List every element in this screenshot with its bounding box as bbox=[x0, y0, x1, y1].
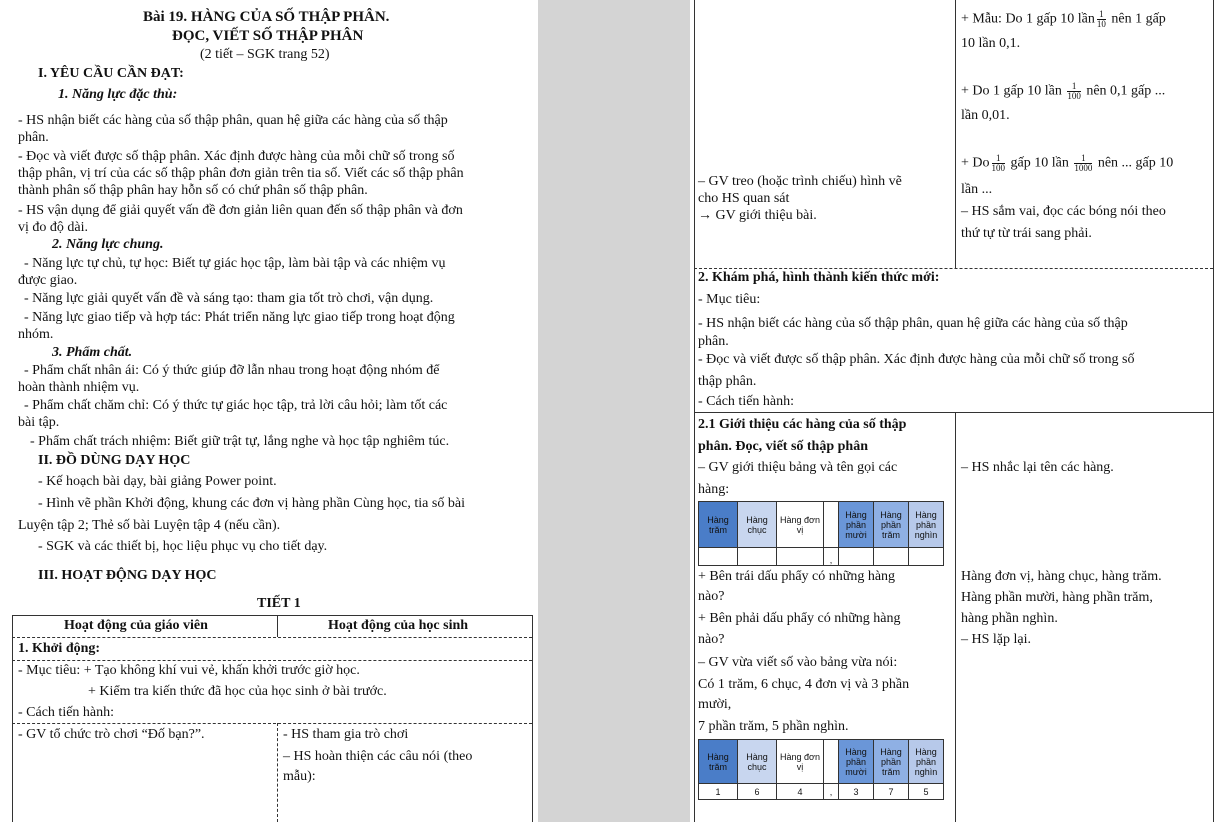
para: lần 0,01. bbox=[961, 108, 1010, 123]
header-tens: Hàng chục bbox=[738, 502, 777, 548]
digit-cell: 3 bbox=[839, 784, 874, 800]
sub-qualities: 3. Phẩm chất. bbox=[52, 345, 133, 360]
para: - Mục tiêu: bbox=[698, 292, 761, 307]
para: hàng phần nghìn. bbox=[961, 611, 1058, 626]
para: - Phẩm chất trách nhiệm: Biết giữ trật tự, lắng nghe và học tập nghiêm túc. bbox=[30, 434, 450, 449]
para: - HS vận dụng để giải quyết vấn đề đơn giản liên quan đến số thập phân và đơn bbox=[18, 203, 463, 218]
para: – GV vừa viết số vào bảng vừa nói: bbox=[698, 655, 898, 670]
para: - Năng lực tự chủ, tự học: Biết tự giác học tập, làm bài tập và các nhiệm vụ bbox=[24, 256, 446, 271]
para: phân. bbox=[18, 130, 49, 145]
para: phân. bbox=[698, 334, 729, 349]
para: + Bên phải dấu phẩy có những hàng bbox=[698, 611, 901, 626]
digit-cell: 5 bbox=[909, 784, 944, 800]
lesson-title: Bài 19. HÀNG CỦA SỐ THẬP PHÂN. bbox=[143, 9, 390, 25]
fraction: $\frac{1}{100}$ bbox=[991, 153, 1006, 173]
para: mẫu): bbox=[283, 769, 316, 784]
page-gutter bbox=[538, 0, 690, 822]
para: được giao. bbox=[18, 273, 78, 288]
place-value-table bbox=[698, 501, 944, 566]
para: lần ... bbox=[961, 182, 993, 197]
para: - GV tổ chức trò chơi “Đố bạn?”. bbox=[18, 727, 205, 742]
cell bbox=[738, 548, 777, 566]
lesson-subtitle: ĐỌC, VIẾT SỐ THẬP PHÂN bbox=[172, 28, 364, 44]
para: + Bên trái dấu phẩy có những hàng bbox=[698, 569, 896, 584]
lesson-duration: (2 tiết – SGK trang 52) bbox=[200, 47, 330, 62]
para: + Mẫu: Do 1 gấp 10 lần $\frac{1}{10}$ nên 1 gấp bbox=[961, 9, 1166, 29]
comma-cell: , bbox=[824, 784, 839, 800]
para: → GV giới thiệu bài. bbox=[698, 208, 817, 223]
digit-cell: 7 bbox=[874, 784, 909, 800]
header-tenths: Hàng phần mười bbox=[839, 502, 874, 548]
para: thập phân. bbox=[698, 374, 757, 389]
period-label: TIẾT 1 bbox=[257, 596, 301, 611]
cell bbox=[699, 548, 738, 566]
header-hundreds: Hàng trăm bbox=[699, 502, 738, 548]
para: - Năng lực giải quyết vấn đề và sáng tạo: tham gia tốt trò chơi, vận dụng. bbox=[24, 291, 434, 306]
warmup-heading: 1. Khởi động: bbox=[18, 641, 101, 656]
para: - Phẩm chất chăm chỉ: Có ý thức tự giác học tập, trả lời câu hỏi; làm tốt các bbox=[24, 398, 448, 413]
para: - Phẩm chất nhân ái: Có ý thức giúp đỡ lẫn nhau trong hoạt động nhóm để bbox=[24, 363, 440, 378]
comma-column bbox=[824, 502, 839, 548]
para: nào? bbox=[698, 589, 725, 604]
cell bbox=[874, 548, 909, 566]
para: - Đọc và viết được số thập phân. Xác định được hàng của mỗi chữ số trong số bbox=[698, 352, 1135, 367]
header-units: Hàng đơn vị bbox=[777, 502, 824, 548]
place-value-table-filled bbox=[698, 739, 944, 800]
comma-cell: , bbox=[824, 548, 839, 566]
fraction: $\frac{1}{10}$ bbox=[1096, 9, 1106, 29]
subsection-heading: 2.1 Giới thiệu các hàng của số thập bbox=[698, 417, 907, 432]
header-hundreds: Hàng trăm bbox=[699, 740, 738, 784]
para: Hàng phần mười, hàng phần trăm, bbox=[961, 590, 1153, 605]
para: bài tập. bbox=[18, 415, 60, 430]
para: - HS nhận biết các hàng của số thập phân, quan hệ giữa các hàng của số thập bbox=[698, 316, 1128, 331]
para: – GV treo (hoặc trình chiếu) hình vẽ bbox=[698, 174, 902, 189]
para: - Đọc và viết được số thập phân. Xác định được hàng của mỗi chữ số trong số bbox=[18, 149, 455, 164]
para: thành phân số thập phân hay hỗn số có chứ phân số thập phân. bbox=[18, 183, 368, 198]
para: - HS tham gia trò chơi bbox=[283, 727, 409, 742]
para: vị đo độ dài. bbox=[18, 220, 88, 235]
para: - Hình vẽ phần Khởi động, khung các đơn vị hàng phần Cùng học, tia số bài bbox=[38, 496, 465, 511]
fraction: $\frac{1}{100}$ bbox=[1067, 81, 1081, 101]
para: + Kiểm tra kiến thức đã học của học sinh ở bài trước. bbox=[88, 684, 387, 699]
para: - HS nhận biết các hàng của số thập phân, quan hệ giữa các hàng của số thập bbox=[18, 113, 448, 128]
para: - Kế hoạch bài dạy, bài giảng Power point. bbox=[38, 474, 277, 489]
header-thousandths: Hàng phần nghìn bbox=[909, 740, 944, 784]
para: mười, bbox=[698, 697, 732, 712]
para: – HS hoàn thiện các câu nói (theo bbox=[283, 749, 473, 764]
header-tenths: Hàng phần mười bbox=[839, 740, 874, 784]
right-page bbox=[690, 0, 1216, 822]
header-hundredths: Hàng phần trăm bbox=[874, 740, 909, 784]
section-activities: III. HOẠT ĐỘNG DẠY HỌC bbox=[38, 568, 217, 583]
explore-heading: 2. Khám phá, hình thành kiến thức mới: bbox=[698, 270, 940, 285]
header-units: Hàng đơn vị bbox=[777, 740, 824, 784]
cell bbox=[909, 548, 944, 566]
digit-cell: 6 bbox=[738, 784, 777, 800]
para: 10 lần 0,1. bbox=[961, 36, 1021, 51]
section-materials: II. ĐỒ DÙNG DẠY HỌC bbox=[38, 453, 191, 468]
para: nào? bbox=[698, 632, 725, 647]
para: 7 phần trăm, 5 phần nghìn. bbox=[698, 719, 849, 734]
para: thập phân, vị trí của các số thập phân đơn giản trên tia số. Viết các số thập phân bbox=[18, 166, 464, 181]
cell bbox=[839, 548, 874, 566]
column-student: Hoạt động của học sinh bbox=[328, 618, 469, 633]
comma-column bbox=[824, 740, 839, 784]
sub-specific-competence: 1. Năng lực đặc thù: bbox=[58, 87, 178, 102]
para: Có 1 trăm, 6 chục, 4 đơn vị và 3 phần bbox=[698, 677, 910, 692]
header-hundredths: Hàng phần trăm bbox=[874, 502, 909, 548]
para: - Mục tiêu: + Tạo không khí vui vẻ, khấn khởi trước giờ học. bbox=[18, 663, 360, 678]
sub-general-competence: 2. Năng lực chung. bbox=[52, 237, 164, 252]
para: cho HS quan sát bbox=[698, 191, 790, 206]
para: – HS sắm vai, đọc các bóng nói theo bbox=[961, 204, 1166, 219]
para: nhóm. bbox=[18, 327, 54, 342]
para: hàng: bbox=[698, 482, 730, 497]
header-thousandths: Hàng phần nghìn bbox=[909, 502, 944, 548]
digit-cell: 1 bbox=[699, 784, 738, 800]
fraction: $\frac{1}{1000}$ bbox=[1074, 153, 1093, 173]
para: thứ tự từ trái sang phải. bbox=[961, 226, 1092, 241]
para: - SGK và các thiết bị, học liệu phục vụ cho tiết dạy. bbox=[38, 539, 328, 554]
para: - Cách tiến hành: bbox=[18, 705, 115, 720]
header-tens: Hàng chục bbox=[738, 740, 777, 784]
para: Luyện tập 2; Thẻ số bài Luyện tập 4 (nếu cần). bbox=[18, 518, 281, 533]
para: + Do $\frac{1}{100}$ gấp 10 lần $\frac{1}{1000}$ nên ... gấp 10 bbox=[961, 153, 1174, 173]
para: – HS nhắc lại tên các hàng. bbox=[961, 460, 1114, 475]
section-objectives: I. YÊU CẦU CẦN ĐẠT: bbox=[38, 66, 184, 81]
para: - Cách tiến hành: bbox=[698, 394, 795, 409]
digit-cell: 4 bbox=[777, 784, 824, 800]
para: – HS lặp lại. bbox=[961, 632, 1031, 647]
para: Hàng đơn vị, hàng chục, hàng trăm. bbox=[961, 569, 1162, 584]
cell bbox=[777, 548, 824, 566]
subsection-heading: phân. Đọc, viết số thập phân bbox=[698, 439, 868, 454]
para: – GV giới thiệu bảng và tên gọi các bbox=[698, 460, 898, 475]
para: + Do 1 gấp 10 lần $\frac{1}{100}$ nên 0,1 gấp ... bbox=[961, 81, 1166, 101]
para: - Năng lực giao tiếp và hợp tác: Phát triển năng lực giao tiếp trong hoạt động bbox=[24, 310, 455, 325]
column-teacher: Hoạt động của giáo viên bbox=[64, 618, 208, 633]
para: hoàn thành nhiệm vụ. bbox=[18, 380, 140, 395]
